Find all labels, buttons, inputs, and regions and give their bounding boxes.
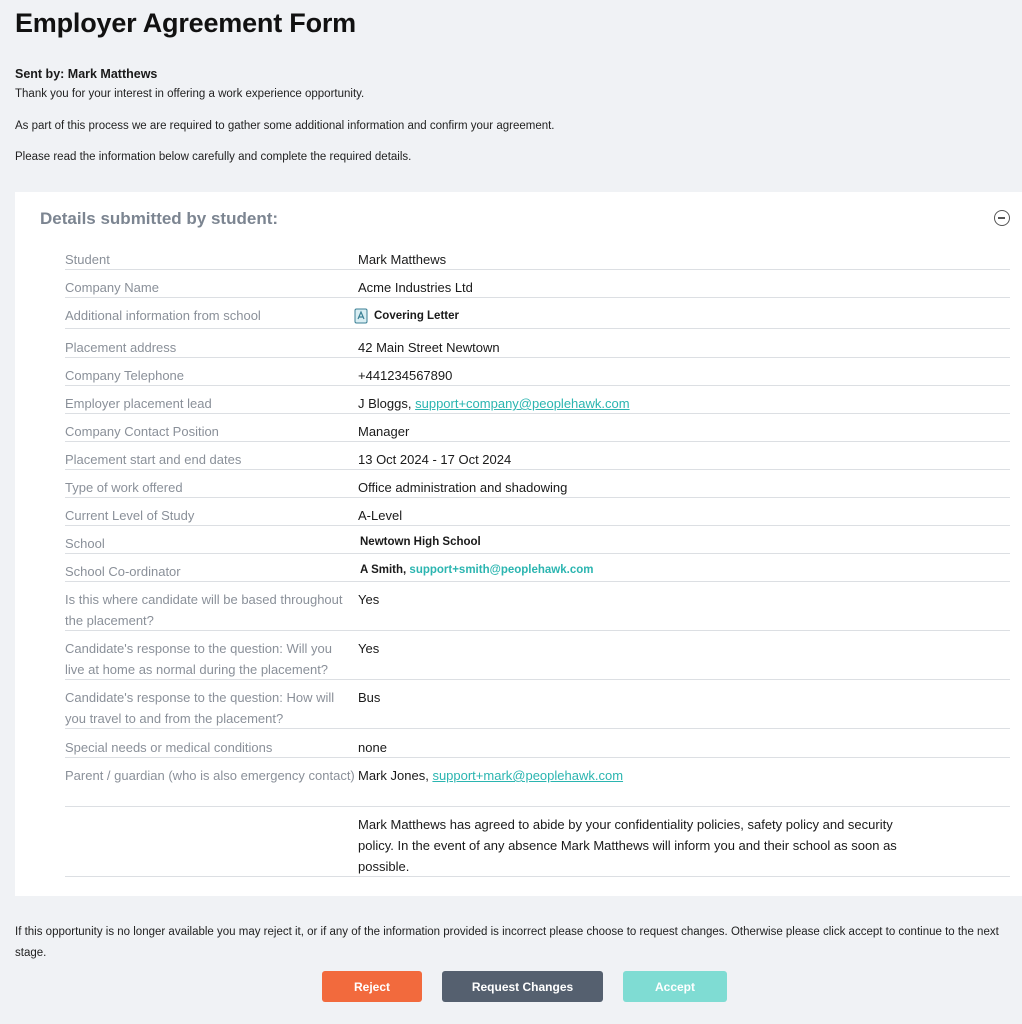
detail-row-placement-address bbox=[65, 337, 1010, 358]
detail-row-additional-info bbox=[65, 305, 1010, 329]
row-value: Acme Industries Ltd bbox=[358, 280, 473, 295]
row-label: Company Name bbox=[65, 280, 159, 295]
detail-row-live-home bbox=[65, 638, 1010, 680]
row-value: Mark Matthews bbox=[358, 252, 447, 267]
detail-row-student bbox=[65, 249, 1010, 270]
detail-row-dates bbox=[65, 449, 1010, 470]
panel-heading: Details submitted by student: bbox=[40, 209, 279, 228]
row-value: Newtown High School bbox=[360, 536, 481, 548]
detail-row-special-needs bbox=[65, 737, 1010, 758]
row-label: Type of work offered bbox=[65, 480, 183, 495]
row-value bbox=[360, 561, 960, 580]
covering-letter-link[interactable] bbox=[360, 305, 960, 328]
row-value: Yes bbox=[358, 641, 380, 656]
guardian-email-link[interactable]: support+mark@peoplehawk.com bbox=[432, 768, 624, 783]
row-value: Office administration and shadowing bbox=[358, 480, 568, 495]
row-value: Manager bbox=[358, 424, 410, 439]
row-value: A-Level bbox=[358, 508, 403, 523]
detail-row-study-level bbox=[65, 505, 1010, 526]
agreement-text: Mark Matthews has agreed to abide by your confidentiality policies, safety policy and security policy. In the event of any absence Mark Matthews will inform you and their school as soon as possible. bbox=[358, 817, 897, 874]
row-value: +441234567890 bbox=[358, 368, 453, 383]
row-label: Special needs or medical conditions bbox=[65, 740, 273, 755]
row-label: Candidate's response to the question: How will you travel to and from the placement? bbox=[65, 690, 335, 726]
detail-row-company-name bbox=[65, 277, 1010, 298]
row-value bbox=[358, 765, 958, 786]
request-changes-button[interactable]: Request Changes bbox=[442, 971, 603, 1002]
detail-row-school bbox=[65, 533, 1010, 554]
sent-by: Sent by: Mark Matthews bbox=[15, 67, 158, 81]
pdf-document-icon bbox=[354, 308, 368, 324]
lead-name: J Bloggs, bbox=[358, 396, 412, 411]
row-value: Yes bbox=[358, 592, 380, 607]
page-title: Employer Agreement Form bbox=[15, 8, 356, 38]
row-label: Student bbox=[65, 252, 110, 267]
coordinator-name: A Smith, bbox=[360, 564, 407, 576]
detail-row-company-telephone bbox=[65, 365, 1010, 386]
covering-letter-label: Covering Letter bbox=[374, 310, 459, 322]
row-label: Company Contact Position bbox=[65, 424, 219, 439]
row-label: Company Telephone bbox=[65, 368, 185, 383]
intro-text: Thank you for your interest in offering a work experience opportunity. bbox=[15, 88, 365, 100]
row-label: Parent / guardian (who is also emergency contact) bbox=[65, 768, 355, 783]
detail-row-travel bbox=[65, 687, 1010, 729]
detail-row-guardian bbox=[65, 765, 1010, 807]
row-label: Current Level of Study bbox=[65, 508, 195, 523]
row-value: Bus bbox=[358, 690, 381, 705]
details-panel bbox=[15, 192, 1022, 896]
lead-email-link[interactable]: support+company@peoplehawk.com bbox=[415, 396, 630, 411]
row-label: Additional information from school bbox=[65, 308, 261, 323]
row-label: Is this where candidate will be based throughout the placement? bbox=[65, 592, 343, 628]
row-label: Placement start and end dates bbox=[65, 452, 242, 467]
coordinator-email-link[interactable]: support+smith@peoplehawk.com bbox=[409, 564, 594, 576]
row-label: School Co-ordinator bbox=[65, 564, 181, 579]
row-value: 13 Oct 2024 - 17 Oct 2024 bbox=[358, 452, 512, 467]
minus-circle-icon[interactable] bbox=[994, 210, 1010, 226]
detail-row-based bbox=[65, 589, 1010, 631]
intro-text: Please read the information below carefully and complete the required details. bbox=[15, 151, 412, 163]
row-value: none bbox=[358, 740, 387, 755]
guardian-name: Mark Jones, bbox=[358, 768, 429, 783]
row-value: 42 Main Street Newtown bbox=[358, 340, 500, 355]
row-label: Placement address bbox=[65, 340, 177, 355]
footer-instructions: If this opportunity is no longer available you may reject it, or if any of the information provided is incorrect please choose to request changes. Otherwise please click accept to continue to the next stage. bbox=[15, 926, 999, 959]
detail-row-employer-lead bbox=[65, 393, 1010, 414]
row-label: Candidate's response to the question: Will you live at home as normal during the placement? bbox=[65, 641, 332, 677]
reject-button[interactable]: Reject bbox=[322, 971, 422, 1002]
row-label: School bbox=[65, 536, 105, 551]
detail-row-agreement bbox=[65, 814, 1010, 877]
accept-button[interactable]: Accept bbox=[623, 971, 727, 1002]
detail-row-contact-position bbox=[65, 421, 1010, 442]
intro-text: As part of this process we are required to gather some additional information and confirm your agreement. bbox=[15, 120, 555, 132]
row-label: Employer placement lead bbox=[65, 396, 212, 411]
detail-row-work-type bbox=[65, 477, 1010, 498]
row-value bbox=[358, 393, 958, 414]
detail-row-coordinator bbox=[65, 561, 1010, 582]
